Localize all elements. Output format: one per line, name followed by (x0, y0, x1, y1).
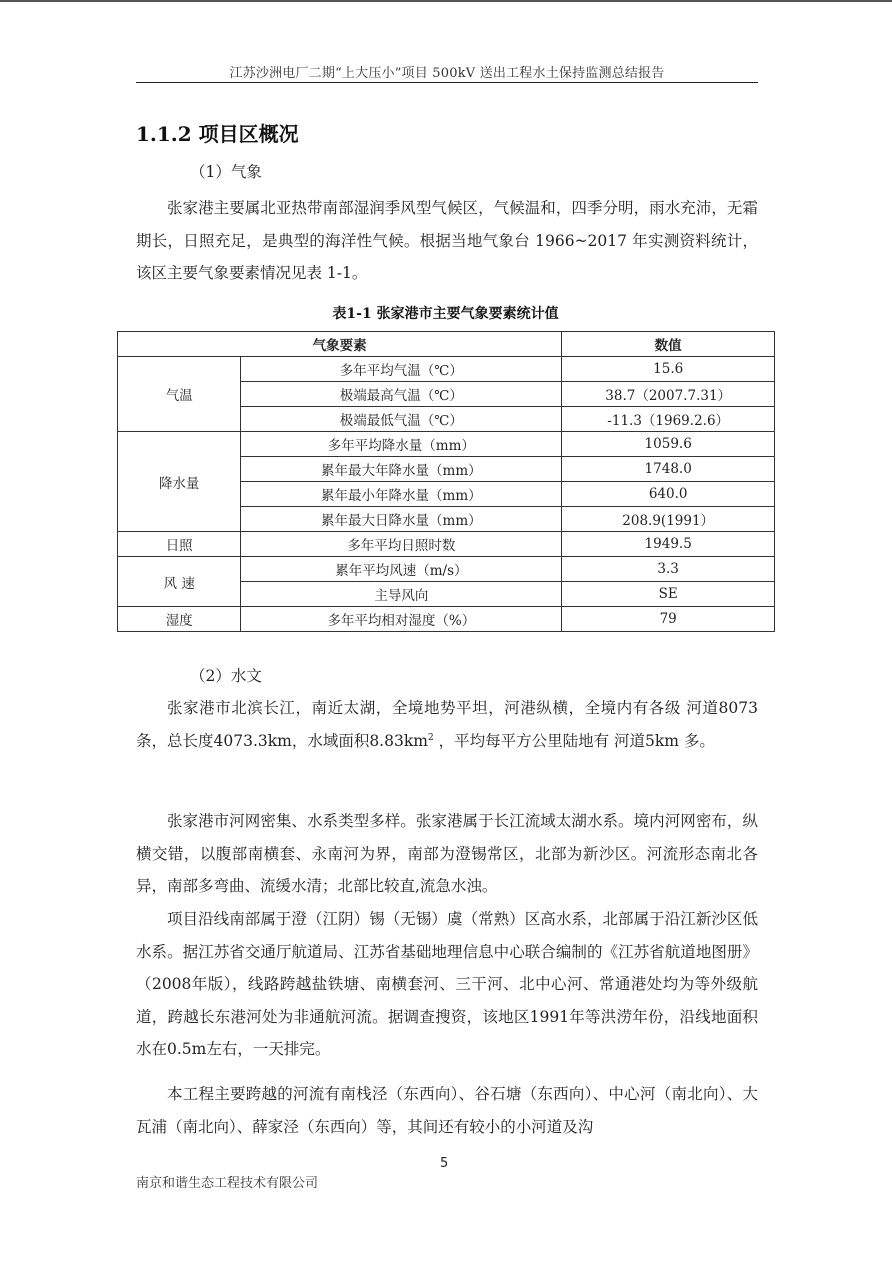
item-cell: 累年最大日降水量（mm） (241, 507, 562, 532)
category-cell: 日照 (118, 532, 241, 557)
table-row (118, 432, 775, 457)
paragraph-hydrology-2: 张家港市河网密集、水系类型多样。张家港属于长江流域太湖水系。境内河网密布，纵横交错，以腹部南横套、永南河为界，南部为澄锡常区，北部为新沙区。河流形态南北各异，南部多弯曲、流缓水清；北部比较直,流急水浊。 (136, 812, 758, 895)
item-cell: 累年平均风速（m/s） (241, 557, 562, 582)
item-cell: 累年最大年降水量（mm） (241, 457, 562, 482)
item-cell: 主导风向 (241, 582, 562, 607)
table-caption: 表1-1 张家港市主要气象要素统计值 (332, 306, 559, 322)
paragraph-meteorology: 张家港主要属北亚热带南部湿润季风型气候区，气候温和，四季分明，雨水充沛，无霜期长，日照充足，是典型的海洋性气候。根据当地气象台 1966~2017 年实测资料统计，该区主要气象要素情况见表 1-1。 (136, 199, 758, 282)
table-row (118, 532, 775, 557)
item-cell: 多年平均相对湿度（%） (241, 607, 562, 632)
value-cell: 640.0 (562, 482, 775, 507)
paragraph-hydrology-1-text: 张家港市北滨长江，南近太湖，全境地势平坦，河港纵横，全境内有各级 河道8073条，总长度4073.3km，水域面积8.83km (136, 699, 758, 750)
category-cell: 风 速 (118, 557, 241, 607)
paragraph-hydrology-3: 项目沿线南部属于澄（江阴）锡（无锡）虞（常熟）区高水系，北部属于沿江新沙区低水系。据江苏省交通厅航道局、江苏省基础地理信息中心联合编制的《江苏省航道地图册》（2008年版），线路跨越盐铁塘、南横套河、三干河、北中心河、常通港处均为等外级航道，跨越长东港河处为非通航河流。据调查搜资，该地区1991年等洪涝年份，沿线地面积水在0.5m左右，一天排完。 (136, 910, 758, 1058)
header-divider (136, 82, 758, 83)
superscript-2: 2 (427, 732, 434, 743)
table-row (118, 357, 775, 382)
category-cell: 湿度 (118, 607, 241, 632)
item-cell: 极端最高气温（℃） (241, 382, 562, 407)
value-cell: 15.6 (562, 357, 775, 382)
subheading-meteorology: （1）气象 (190, 163, 262, 181)
value-cell: 3.3 (562, 557, 775, 582)
value-cell: 38.7（2007.7.31） (562, 382, 775, 407)
value-cell: -11.3（1969.2.6） (562, 407, 775, 432)
subheading-hydrology: （2）水文 (190, 667, 262, 685)
footer-company: 南京和谐生态工程技术有限公司 (136, 1176, 319, 1191)
paragraph-hydrology-1-tail: ，平均每平方公里陆地有 河道5km 多。 (433, 731, 715, 750)
category-cell: 气温 (118, 357, 241, 432)
paragraph-hydrology-1 (136, 692, 758, 757)
item-cell: 多年平均降水量（mm） (241, 432, 562, 457)
table-row (118, 607, 775, 632)
paragraph-hydrology-4: 本工程主要跨越的河流有南栈泾（东西向）、谷石塘（东西向）、中心河（南北向）、大瓦浦（南北向）、薛家泾（东西向）等，其间还有较小的小河道及沟 (136, 1085, 758, 1136)
value-cell: 1059.6 (562, 432, 775, 457)
header-element: 气象要素 (118, 332, 562, 357)
table-header-row (118, 332, 775, 357)
section-title: 1.1.2 项目区概况 (136, 122, 299, 146)
item-cell: 多年平均气温（℃） (241, 357, 562, 382)
value-cell: 208.9(1991） (562, 507, 775, 532)
page-top-edge (0, 0, 892, 2)
running-header: 江苏沙洲电厂二期“上大压小”项目 500kV 送出工程水土保持监测总结报告 (229, 66, 665, 81)
item-cell: 累年最小年降水量（mm） (241, 482, 562, 507)
category-cell: 降水量 (118, 432, 241, 532)
value-cell: SE (562, 582, 775, 607)
item-cell: 多年平均日照时数 (241, 532, 562, 557)
page-number: 5 (440, 1156, 449, 1171)
value-cell: 79 (562, 607, 775, 632)
header-value: 数值 (562, 332, 775, 357)
table-row (118, 557, 775, 582)
value-cell: 1748.0 (562, 457, 775, 482)
value-cell: 1949.5 (562, 532, 775, 557)
item-cell: 极端最低气温（℃） (241, 407, 562, 432)
meteorology-table (117, 331, 775, 632)
